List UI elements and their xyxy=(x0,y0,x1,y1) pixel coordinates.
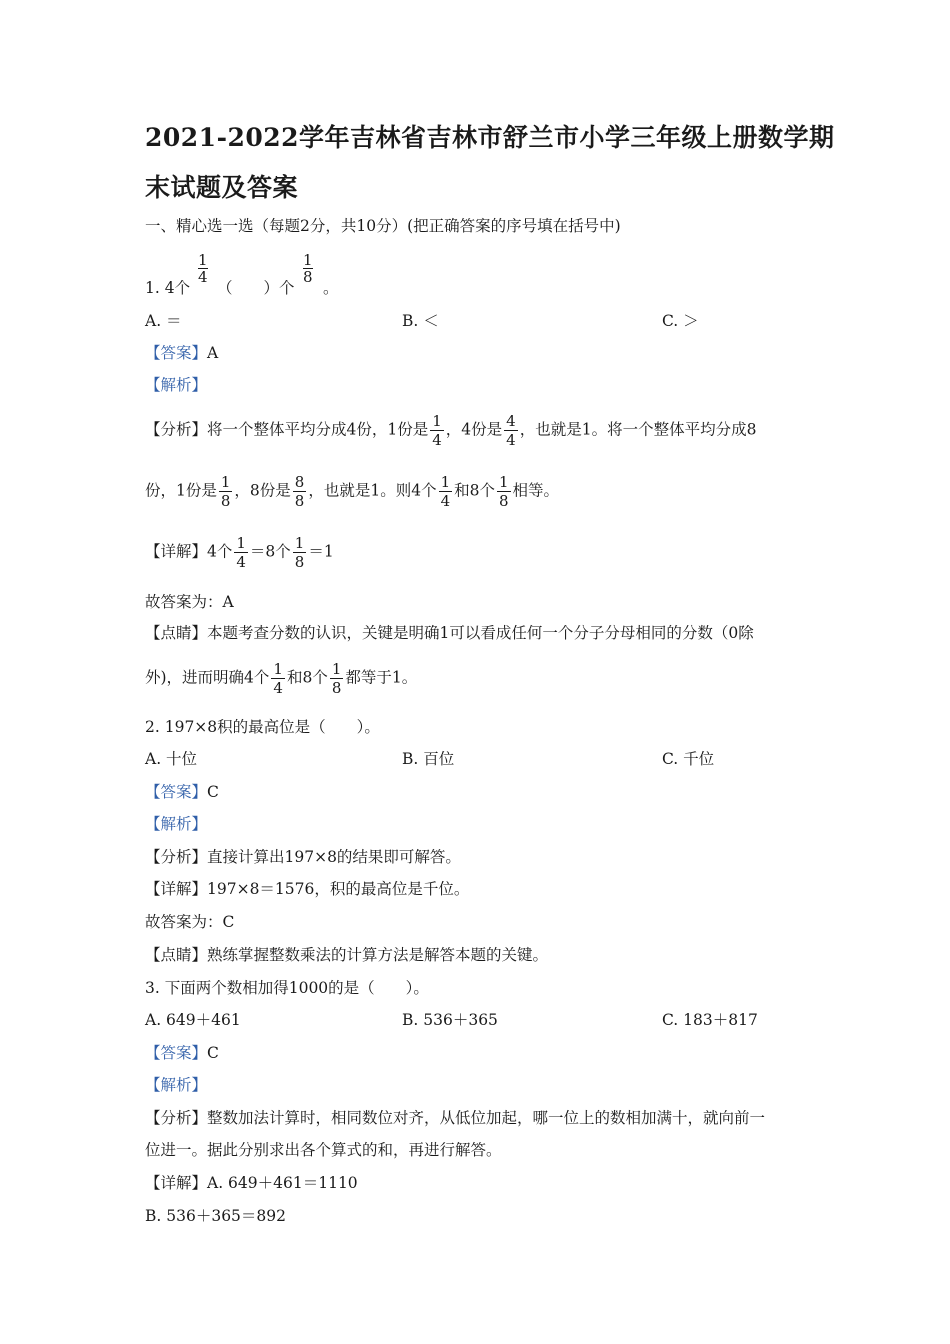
q2-option-c: C. 千位 xyxy=(662,750,715,768)
q3-fenxi-line1: 【分析】整数加法计算时，相同数位对齐，从低位加起，哪一位上的数相加满十，就向前一 xyxy=(145,1109,766,1127)
q3-fenxi-line2: 位进一。据此分别求出各个算式的和，再进行解答。 xyxy=(145,1141,502,1159)
q1-dianjing-line2: 外)，进而明确4个 $\frac{1}{4}$ 和8个 $\frac{1}{8}$ 都等于1。 xyxy=(145,660,418,697)
q2-option-a: A. 十位 xyxy=(145,750,198,768)
q1-option-c: C. ＞ xyxy=(662,312,699,330)
q1-middle: （ ）个 xyxy=(217,279,295,297)
q3-xiangjie-line1: 【详解】A. 649＋461＝1110 xyxy=(145,1174,358,1192)
q1-fraction-b: $\frac{1}{8}$ xyxy=(303,251,313,286)
q2-analysis-tag: 【解析】 xyxy=(145,815,208,833)
q2-xiangjie: 【详解】197×8＝1576，积的最高位是千位。 xyxy=(145,880,470,898)
question-3: 3. 下面两个数相加得1000的是（ ）。 xyxy=(145,979,429,997)
q1-dianjing-line1: 【点睛】本题考查分数的认识，关键是明确1可以看成任何一个分子分母相同的分数（0除 xyxy=(145,624,754,642)
q1-xiangjie: 【详解】4个 $\frac{1}{4}$ ＝8个 $\frac{1}{8}$ ＝1 xyxy=(145,534,334,571)
q1-option-a: A. ＝ xyxy=(145,312,182,330)
question-2: 2. 197×8积的最高位是（ ）。 xyxy=(145,718,380,736)
q1-answer: 【答案】A xyxy=(145,344,219,362)
q2-fenxi: 【分析】直接计算出197×8的结果即可解答。 xyxy=(145,848,461,866)
title-line-1: 2021-2022学年吉林省吉林市舒兰市小学三年级上册数学期 xyxy=(145,123,835,152)
q3-option-a: A. 649＋461 xyxy=(145,1011,241,1029)
q2-conclusion: 故答案为：C xyxy=(145,913,235,931)
q3-answer: 【答案】C xyxy=(145,1044,219,1062)
q3-option-b: B. 536＋365 xyxy=(402,1011,498,1029)
title-line-2: 末试题及答案 xyxy=(145,173,299,202)
q1-fenxi-line1: 【分析】将一个整体平均分成4份，1份是 $\frac{1}{4}$ ，4份是 $\frac{4}{4}$ ，也就是1。将一个整体平均分成8 xyxy=(145,412,757,449)
q2-answer: 【答案】C xyxy=(145,783,219,801)
q1-analysis-tag: 【解析】 xyxy=(145,376,208,394)
q1-option-b: B. ＜ xyxy=(402,312,439,330)
q3-option-c: C. 183＋817 xyxy=(662,1011,758,1029)
section-heading: 一、精心选一选（每题2分，共10分）(把正确答案的序号填在括号中) xyxy=(145,217,621,235)
q1-fraction-a: $\frac{1}{4}$ xyxy=(198,251,208,286)
q3-xiangjie-line2: B. 536＋365＝892 xyxy=(145,1207,286,1225)
q3-analysis-tag: 【解析】 xyxy=(145,1076,208,1094)
q2-option-b: B. 百位 xyxy=(402,750,455,768)
q1-fenxi-line2: 份，1份是 $\frac{1}{8}$ ，8份是 $\frac{8}{8}$ ，也就是1。则4个 $\frac{1}{4}$ 和8个 $\frac{1}{8}$ 相等。 xyxy=(145,473,560,510)
q1-conclusion: 故答案为：A xyxy=(145,593,234,611)
q2-dianjing: 【点睛】熟练掌握整数乘法的计算方法是解答本题的关键。 xyxy=(145,946,549,964)
q1-prefix: 1. 4个 xyxy=(145,279,191,297)
q1-suffix: 。 xyxy=(323,279,339,297)
